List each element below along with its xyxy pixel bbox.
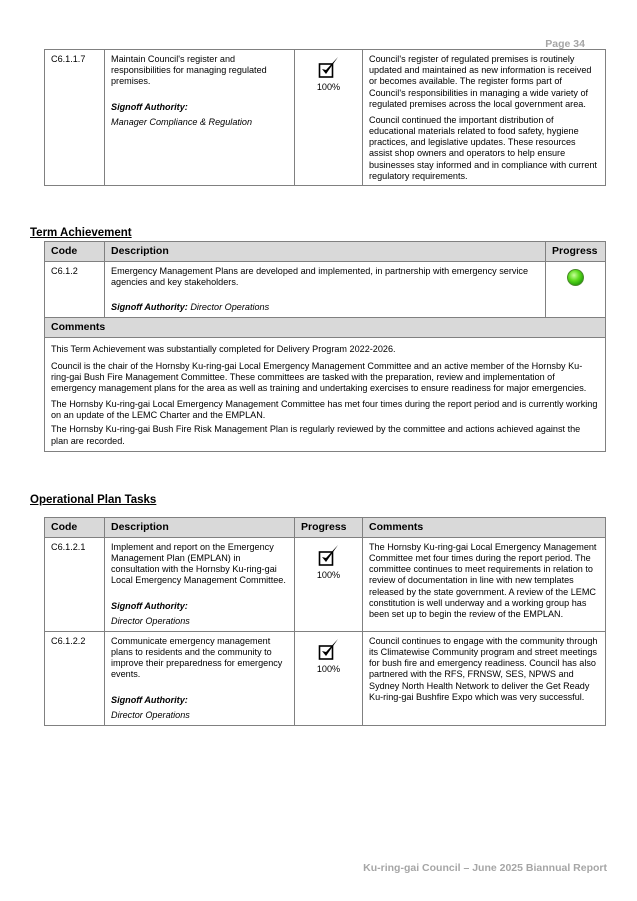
task-code: C6.1.1.7: [45, 50, 105, 186]
term-achievement-table: [44, 241, 606, 452]
progress-cell: [295, 631, 363, 725]
table-header-row: [45, 242, 606, 262]
table-row: [45, 50, 606, 186]
signoff-name: Director Operations: [111, 709, 190, 720]
task-description: Communicate emergency management plans to residents and the community to improve their preparedness for emergency events.: [111, 635, 283, 680]
progress-percent: 100%: [316, 82, 341, 92]
page-number: Page 34: [545, 38, 585, 50]
code-column-header: Code: [45, 518, 105, 538]
table-header-row: [45, 518, 606, 538]
signoff-label: Signoff Authority:: [111, 600, 188, 611]
comments-header-row: [45, 318, 606, 338]
comment-paragraph: This Term Achievement was substantially completed for Delivery Program 2022-2026.: [51, 344, 396, 355]
task-code: C6.1.2.1: [45, 537, 105, 631]
signoff-label: Signoff Authority:: [111, 694, 188, 705]
task-comment: Council continues to engage with the community through its Climatewise Community program and street meetings for bush fire and emergency readiness. Council has also partnered with the RFS, FRNSW, SES, NPWS and Sydney North Health Network to deliver the Get Ready Ku-ring-gai Bushfire Expo which was very successful.: [363, 631, 606, 725]
operational-plan-tasks-table: [44, 517, 606, 726]
regulated-premises-task-table: [44, 49, 606, 186]
task-description-cell: [105, 537, 295, 631]
progress-column-header: Progress: [295, 518, 363, 538]
status-green-icon: [567, 269, 584, 286]
term-comments: [45, 338, 606, 451]
signoff-name: Manager Compliance & Regulation: [111, 116, 253, 127]
comments-column-header: Comments: [363, 518, 606, 538]
comment-paragraph: Council is the chair of the Hornsby Ku-ring-gai Local Emergency Management Committee and an active member of the Hornsby Ku-ring-gai Bush Fire Management Committee. These committees are tasked with the preparation, review and implementation of emergency management plans for the area as well as training and undertaking exercises to ensure readiness for major emergencies.: [51, 360, 587, 393]
task-comment: The Hornsby Ku-ring-gai Local Emergency Management Committee met four times during the report period. The committee continues to meet requirements in relation to review of documentation in line with new templates released by the state government. A review of the LEMC constitution is well underway and a working group has been set up to begin the review of the EMPLAN.: [363, 537, 606, 631]
task-description-cell: [105, 631, 295, 725]
signoff-line: [111, 302, 539, 313]
task-code: C6.1.2.2: [45, 631, 105, 725]
comments-row: [45, 338, 606, 451]
comment-paragraph: The Hornsby Ku-ring-gai Bush Fire Risk Management Plan is regularly reviewed by the committee and actions achieved against the plan are recorded.: [51, 424, 581, 446]
signoff-name: Director Operations: [190, 302, 270, 313]
task-description-cell: [105, 50, 295, 186]
description-column-header: Description: [105, 242, 546, 262]
report-footer: Ku-ring-gai Council – June 2025 Biannual Report: [363, 862, 607, 875]
task-description: Implement and report on the Emergency Management Plan (EMPLAN) in consultation with the Hornsby Ku-ring-gai Local Emergency Management Committee.: [111, 541, 286, 586]
description-column-header: Description: [105, 518, 295, 538]
progress-percent: 100%: [316, 663, 341, 674]
checkbox-ticked-icon: [318, 56, 340, 80]
checkbox-ticked-icon: [318, 638, 340, 662]
progress-cell: [295, 537, 363, 631]
checkbox-ticked-icon: [318, 544, 340, 568]
comment-paragraph: Council continued the important distribution of educational materials related to food safety, hygiene practices, and legislative updates. These resources assist shop owners and operators to help ensure businesses stay informed and in compliance with current regulatory requirements.: [369, 114, 597, 181]
progress-percent: 100%: [316, 569, 341, 580]
table-row: [45, 631, 606, 725]
progress-cell: [295, 50, 363, 186]
operational-plan-tasks-heading: Operational Plan Tasks: [30, 494, 157, 506]
comments-header: Comments: [45, 318, 606, 338]
progress-cell: [546, 261, 606, 318]
task-description: Maintain Council's register and responsibilities for managing regulated premises.: [111, 54, 267, 87]
comment-paragraph: Council's register of regulated premises is routinely updated and maintained as new information is received or becomes available. The register forms part of Council's responsibilities in managing a wide variety of regulated premises across the local government area.: [369, 54, 592, 109]
signoff-label: Signoff Authority:: [111, 302, 188, 313]
comment-paragraph: The Hornsby Ku-ring-gai Local Emergency Management Committee has met four times during the report period and is currently working on an update of the LEMC Charter and the EMPLAN.: [51, 399, 598, 421]
signoff-name: Director Operations: [111, 615, 190, 626]
table-row: [45, 261, 606, 318]
term-description: Emergency Management Plans are developed and implemented, in partnership with emergency service agencies and key stakeholders.: [111, 265, 529, 288]
signoff-label: Signoff Authority:: [111, 101, 188, 112]
term-description-cell: [105, 261, 546, 318]
term-code: C6.1.2: [45, 261, 105, 318]
table-row: [45, 537, 606, 631]
code-column-header: Code: [45, 242, 105, 262]
task-comments: [363, 50, 606, 186]
term-achievement-heading: Term Achievement: [30, 227, 132, 239]
progress-column-header: Progress: [546, 242, 606, 262]
